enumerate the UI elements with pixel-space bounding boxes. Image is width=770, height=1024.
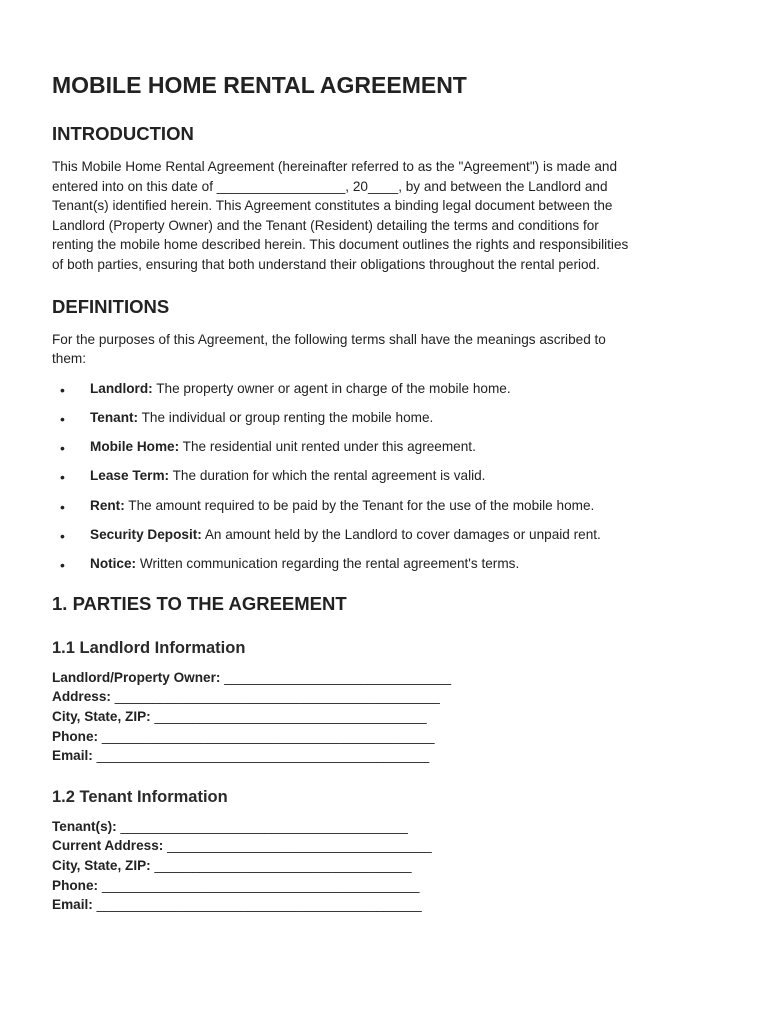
definition-item-rent (52, 496, 712, 515)
field-blank: ___________________________________________ (110, 689, 440, 705)
field-label: Phone: (52, 728, 99, 744)
landlord-owner-field[interactable] (52, 668, 712, 688)
introduction-paragraph (52, 157, 712, 275)
field-blank: ___________________________________ (163, 838, 432, 854)
landlord-email-field[interactable] (52, 746, 712, 766)
bullet-icon: • (60, 498, 65, 515)
definition-item-landlord (52, 379, 712, 398)
tenant-city-state-zip-field[interactable] (52, 856, 712, 876)
bullet-icon: • (60, 469, 65, 486)
document-title: MOBILE HOME RENTAL AGREEMENT (52, 72, 467, 98)
landlord-info-heading: 1.1 Landlord Information (52, 638, 246, 657)
intro-line: of both parties, ensuring that both understand their obligations throughout the rental period. (52, 256, 600, 272)
tenant-names-field[interactable] (52, 817, 712, 837)
intro-line: entered into on this date of _________________, 20____, by and between the Landlord and (52, 178, 608, 194)
definition-term: Tenant: (90, 409, 139, 425)
definition-item-lease-term (52, 466, 712, 485)
field-label: Email: (52, 897, 93, 913)
field-label: City, State, ZIP: (52, 709, 151, 725)
field-label: Tenant(s): (52, 818, 117, 834)
definition-item-security-deposit (52, 525, 712, 544)
landlord-address-field[interactable] (52, 687, 712, 707)
bullet-icon: • (60, 381, 65, 398)
field-blank: __________________________________________ (98, 877, 420, 893)
definition-term: Lease Term: (90, 468, 170, 484)
document-content (52, 70, 712, 915)
parties-heading: 1. PARTIES TO THE AGREEMENT (52, 592, 347, 614)
field-label: Current Address: (52, 838, 164, 854)
definition-term: Landlord: (90, 380, 153, 396)
definition-item-mobile-home (52, 437, 712, 456)
bullet-icon: • (60, 556, 65, 573)
field-blank: ___________________________________________ (92, 897, 422, 913)
field-label: Email: (52, 748, 93, 764)
definitions-list (52, 379, 712, 573)
intro-line: Landlord (Property Owner) and the Tenant (Resident) detailing the terms and conditions for (52, 217, 599, 233)
tenant-email-field[interactable] (52, 895, 712, 915)
intro-line: renting the mobile home described herein. This document outlines the rights and responsibilities (52, 237, 629, 253)
definition-item-tenant (52, 408, 712, 427)
tenant-phone-field[interactable] (52, 876, 712, 896)
landlord-phone-field[interactable] (52, 727, 712, 747)
definition-term: Rent: (90, 497, 125, 513)
field-blank: ____________________________________________ (92, 748, 430, 764)
definition-item-notice (52, 554, 712, 573)
definitions-intro-line: For the purposes of this Agreement, the following terms shall have the meanings ascribed to (52, 331, 606, 347)
field-blank: ____________________________________________ (98, 728, 435, 744)
bullet-icon: • (60, 527, 65, 544)
definition-text: The individual or group renting the mobile home. (138, 409, 434, 425)
field-label: City, State, ZIP: (52, 858, 151, 874)
definition-text: The residential unit rented under this agreement. (179, 439, 476, 455)
field-label: Landlord/Property Owner: (52, 669, 221, 685)
definition-text: The property owner or agent in charge of the mobile home. (152, 380, 511, 396)
landlord-info-fields (52, 668, 712, 766)
landlord-city-state-zip-field[interactable] (52, 707, 712, 727)
introduction-heading: INTRODUCTION (52, 123, 194, 144)
bullet-icon: • (60, 440, 65, 457)
field-blank: __________________________________ (150, 858, 412, 874)
definitions-intro-line: them: (52, 351, 86, 367)
definition-text: Written communication regarding the rental agreement's terms. (136, 555, 520, 571)
definition-text: The duration for which the rental agreement is valid. (169, 468, 486, 484)
field-blank: ______________________________ (220, 669, 452, 685)
intro-line: Tenant(s) identified herein. This Agreement constitutes a binding legal document between the (52, 198, 613, 214)
definitions-heading: DEFINITIONS (52, 295, 170, 317)
definition-term: Notice: (90, 555, 137, 571)
tenant-current-address-field[interactable] (52, 836, 712, 856)
intro-line: This Mobile Home Rental Agreement (hereinafter referred to as the "Agreement") is made and (52, 159, 618, 174)
definition-text: The amount required to be paid by the Tenant for the use of the mobile home. (124, 497, 595, 513)
field-blank: ______________________________________ (116, 818, 408, 834)
definition-text: An amount held by the Landlord to cover damages or unpaid rent. (201, 526, 601, 542)
field-label: Phone: (52, 877, 99, 893)
field-label: Address: (52, 689, 111, 705)
definitions-intro (52, 330, 712, 369)
definition-term: Security Deposit: (90, 526, 202, 542)
field-blank: ____________________________________ (150, 709, 427, 725)
bullet-icon: • (60, 410, 65, 427)
tenant-info-heading: 1.2 Tenant Information (52, 787, 228, 806)
definition-term: Mobile Home: (90, 439, 180, 455)
tenant-info-fields (52, 817, 712, 915)
